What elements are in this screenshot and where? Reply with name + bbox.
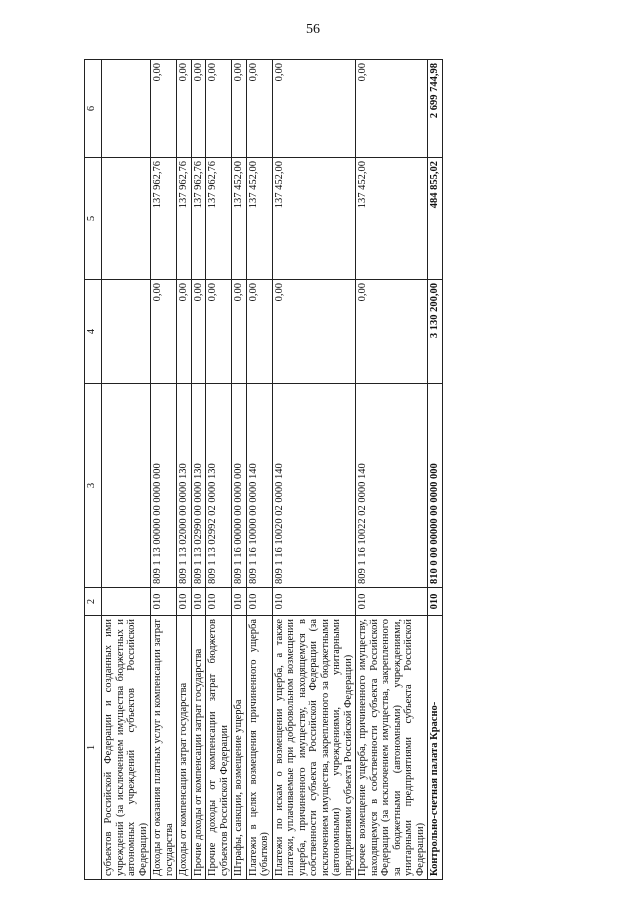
rotated-table-container [84, 60, 604, 880]
budget-classification-cell: 809 1 16 10022 02 0000 140 [356, 384, 428, 588]
executed-amount-cell: 137 962,76 [191, 158, 206, 280]
table-row [232, 60, 247, 880]
plan-amount-cell: 0,00 [206, 280, 232, 384]
code-cell: 010 [206, 588, 232, 616]
budget-classification-cell: 809 1 13 00000 00 0000 000 [151, 384, 177, 588]
table-row [206, 60, 232, 880]
unexecuted-amount-cell: 0,00 [356, 60, 428, 158]
plan-amount-cell: 0,00 [272, 280, 356, 384]
column-number-cell: 5 [85, 158, 102, 280]
plan-amount-cell: 0,00 [232, 280, 247, 384]
executed-amount-cell: 484 855,02 [428, 158, 443, 280]
item-name-cell: Прочее возмещение ущерба, причиненного имуществу, находящемуся в собственности субъекта Российской Федерации (за исключением имущества, закрепленного за бюджетными (автономными) учреждениями, унитарными предприятиями субъекта Российской Федерации) [356, 616, 428, 880]
plan-amount-cell: 0,00 [356, 280, 428, 384]
item-name-cell: Доходы от компенсации затрат государства [177, 616, 192, 880]
column-number-cell: 6 [85, 60, 102, 158]
plan-amount-cell: 0,00 [191, 280, 206, 384]
code-cell: 010 [428, 588, 443, 616]
executed-amount-cell: 137 452,00 [232, 158, 247, 280]
page-number: 56 [306, 22, 320, 37]
unexecuted-amount-cell: 0,00 [246, 60, 272, 158]
plan-amount-cell: 0,00 [246, 280, 272, 384]
table-body [85, 60, 443, 880]
budget-classification-cell: 809 1 16 10020 02 0000 140 [272, 384, 356, 588]
executed-amount-cell [102, 158, 151, 280]
revenue-table [84, 59, 443, 880]
plan-amount-cell: 3 130 200,00 [428, 280, 443, 384]
budget-classification-cell [102, 384, 151, 588]
budget-classification-cell: 809 1 13 02992 02 0000 130 [206, 384, 232, 588]
column-number-cell: 2 [85, 588, 102, 616]
budget-classification-cell: 809 1 13 02990 00 0000 130 [191, 384, 206, 588]
code-cell: 010 [246, 588, 272, 616]
table-row [151, 60, 177, 880]
budget-classification-cell: 809 1 16 10000 00 0000 140 [246, 384, 272, 588]
item-name-cell: Платежи в целях возмещения причиненного ущерба (убытков) [246, 616, 272, 880]
code-cell: 010 [356, 588, 428, 616]
budget-classification-cell: 809 1 16 00000 00 0000 000 [232, 384, 247, 588]
table-row [246, 60, 272, 880]
executed-amount-cell: 137 452,00 [356, 158, 428, 280]
unexecuted-amount-cell: 0,00 [206, 60, 232, 158]
plan-amount-cell: 0,00 [151, 280, 177, 384]
column-number-cell: 4 [85, 280, 102, 384]
executed-amount-cell: 137 962,76 [177, 158, 192, 280]
table-row [177, 60, 192, 880]
unexecuted-amount-cell: 0,00 [191, 60, 206, 158]
column-number-cell: 1 [85, 616, 102, 880]
table-row [356, 60, 428, 880]
unexecuted-amount-cell: 0,00 [151, 60, 177, 158]
code-cell [102, 588, 151, 616]
unexecuted-amount-cell: 0,00 [232, 60, 247, 158]
table-header-row [85, 60, 102, 880]
item-name-cell: субъектов Российской Федерации и созданных ими учреждений (за исключением имущества бюджетных и автономных учреждений субъектов Российской Федерации) [102, 616, 151, 880]
code-cell: 010 [177, 588, 192, 616]
plan-amount-cell: 0,00 [177, 280, 192, 384]
unexecuted-amount-cell: 2 699 744,98 [428, 60, 443, 158]
code-cell: 010 [232, 588, 247, 616]
column-number-cell: 3 [85, 384, 102, 588]
executed-amount-cell: 137 962,76 [151, 158, 177, 280]
unexecuted-amount-cell [102, 60, 151, 158]
unexecuted-amount-cell: 0,00 [177, 60, 192, 158]
table-row [191, 60, 206, 880]
plan-amount-cell [102, 280, 151, 384]
executed-amount-cell: 137 452,00 [246, 158, 272, 280]
item-name-cell: Контрольно-счетная палата Красно- [428, 616, 443, 880]
code-cell: 010 [272, 588, 356, 616]
unexecuted-amount-cell: 0,00 [272, 60, 356, 158]
item-name-cell: Прочие доходы от компенсации затрат государства [191, 616, 206, 880]
code-cell: 010 [151, 588, 177, 616]
table-row [272, 60, 356, 880]
executed-amount-cell: 137 452,00 [272, 158, 356, 280]
budget-classification-cell: 810 0 00 00000 00 0000 000 [428, 384, 443, 588]
budget-classification-cell: 809 1 13 02000 00 0000 130 [177, 384, 192, 588]
table-total-row [428, 60, 443, 880]
table-row [102, 60, 151, 880]
item-name-cell: Штрафы, санкции, возмещение ущерба [232, 616, 247, 880]
item-name-cell: Платежи по искам о возмещении ущерба, а также платежи, уплачиваемые при добровольном возмещении ущерба, причиненного имуществу, находящемуся в собственности субъекта Российской Федерации (за исключением имущества, закрепленного за бюджетными (автономными) учреждениями, унитарными предприятиями субъекта Российской Федерации) [272, 616, 356, 880]
code-cell: 010 [191, 588, 206, 616]
item-name-cell: Доходы от оказания платных услуг и компенсации затрат государства [151, 616, 177, 880]
executed-amount-cell: 137 962,76 [206, 158, 232, 280]
item-name-cell: Прочие доходы от компенсации затрат бюджетов субъектов Российской Федерации [206, 616, 232, 880]
